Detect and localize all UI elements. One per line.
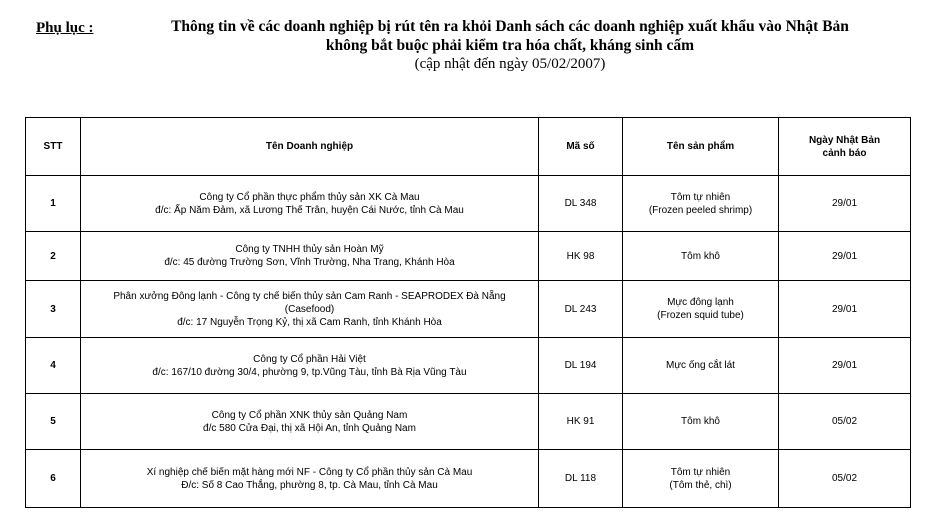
table-row: [26, 176, 911, 232]
row-warning-date: 05/02: [779, 394, 911, 450]
row-warning-date: 05/02: [779, 450, 911, 508]
table-row: [26, 281, 911, 338]
row-code: HK 91: [539, 394, 623, 450]
company-name-continued: (Casefood): [284, 303, 335, 315]
table-row: [26, 338, 911, 394]
row-warning-date: 29/01: [779, 281, 911, 338]
document-title-line-1: Thông tin về các doanh nghiệp bị rút tên ra khỏi Danh sách các doanh nghiệp xuất khẩu vào Nhật Bản: [171, 18, 849, 35]
product-detail: (Frozen squid tube): [657, 310, 744, 321]
company-address: đ/c: 45 đường Trường Sơn, Vĩnh Trường, Nha Trang, Khánh Hòa: [164, 257, 455, 268]
column-header-product: Tên sản phẩm: [623, 118, 779, 176]
row-stt: 3: [26, 281, 81, 338]
product-name: Mực ống cắt lát: [666, 360, 735, 371]
company-address: đ/c 580 Cửa Đại, thị xã Hội An, tỉnh Quảng Nam: [203, 422, 416, 434]
enterprise-table: [25, 117, 911, 508]
product-name: Mực đông lạnh: [667, 297, 734, 308]
product-detail: (Tôm thẻ, chì): [669, 479, 732, 491]
company-name: Phân xưởng Đông lạnh - Công ty chế biến thủy sản Cam Ranh - SEAPRODEX Đà Nẵng: [113, 290, 506, 302]
company-address: đ/c: 167/10 đường 30/4, phường 9, tp.Vũng Tàu, tỉnh Bà Rịa Vũng Tàu: [152, 366, 467, 378]
row-stt: 6: [26, 450, 81, 508]
row-stt: 4: [26, 338, 81, 394]
row-code: DL 194: [539, 338, 623, 394]
row-warning-date: 29/01: [779, 338, 911, 394]
row-company: [81, 450, 539, 508]
company-name: Công ty Cổ phần Hải Việt: [253, 353, 366, 365]
company-address: Đ/c: Số 8 Cao Thắng, phường 8, tp. Cà Mau, tỉnh Cà Mau: [181, 479, 438, 491]
row-code: HK 98: [539, 232, 623, 281]
row-code: DL 118: [539, 450, 623, 508]
product-detail: (Frozen peeled shrimp): [648, 204, 753, 216]
table-row: [26, 394, 911, 450]
row-product: [623, 450, 779, 508]
row-warning-date: 29/01: [779, 176, 911, 232]
row-warning-date: 29/01: [779, 232, 911, 281]
row-product: [623, 232, 779, 281]
document-subtitle: (cập nhật đến ngày 05/02/2007): [414, 56, 606, 72]
table-header-row: [26, 118, 911, 176]
row-product: [623, 338, 779, 394]
table-row: [26, 450, 911, 508]
row-company: [81, 394, 539, 450]
row-company: [81, 232, 539, 281]
row-stt: 1: [26, 176, 81, 232]
document-title-line-2: không bắt buộc phải kiểm tra hóa chất, kháng sinh cấm: [325, 37, 695, 54]
row-stt: 5: [26, 394, 81, 450]
column-header-code: Mã số: [539, 118, 623, 176]
product-name: Tôm khô: [681, 416, 720, 427]
product-name: Tôm tự nhiên: [670, 191, 731, 203]
column-header-warning-date: [779, 118, 911, 176]
company-address: đ/c: 17 Nguyễn Trọng Kỷ, thị xã Cam Ranh, tỉnh Khánh Hòa: [177, 316, 442, 328]
row-product: [623, 281, 779, 338]
column-header-warning-date-line-1: Ngày Nhật Bản: [808, 134, 881, 146]
column-header-stt: STT: [26, 118, 81, 176]
appendix-label: Phụ lục :: [36, 20, 94, 36]
product-name: Tôm khô: [681, 250, 720, 262]
row-product: [623, 176, 779, 232]
row-company: [81, 338, 539, 394]
row-code: DL 243: [539, 281, 623, 338]
table-row: [26, 232, 911, 281]
company-name: Công ty Cổ phần XNK thủy sản Quảng Nam: [211, 409, 408, 421]
company-name: Công ty Cổ phần thực phẩm thủy sản XK Cà Mau: [199, 191, 420, 203]
row-product: [623, 394, 779, 450]
company-name: Công ty TNHH thủy sản Hoàn Mỹ: [235, 244, 384, 255]
row-stt: 2: [26, 232, 81, 281]
row-company: [81, 281, 539, 338]
company-address: đ/c: Ấp Năm Đảm, xã Lương Thế Trân, huyện Cái Nước, tỉnh Cà Mau: [155, 204, 464, 216]
row-code: DL 348: [539, 176, 623, 232]
document-title-block: [130, 17, 890, 74]
column-header-warning-date-line-2: cảnh báo: [822, 147, 867, 159]
column-header-company: Tên Doanh nghiệp: [81, 118, 539, 176]
product-name: Tôm tự nhiên: [670, 466, 731, 478]
company-name: Xí nghiệp chế biến mặt hàng mới NF - Công ty Cổ phần thủy sản Cà Mau: [146, 466, 473, 478]
row-company: [81, 176, 539, 232]
